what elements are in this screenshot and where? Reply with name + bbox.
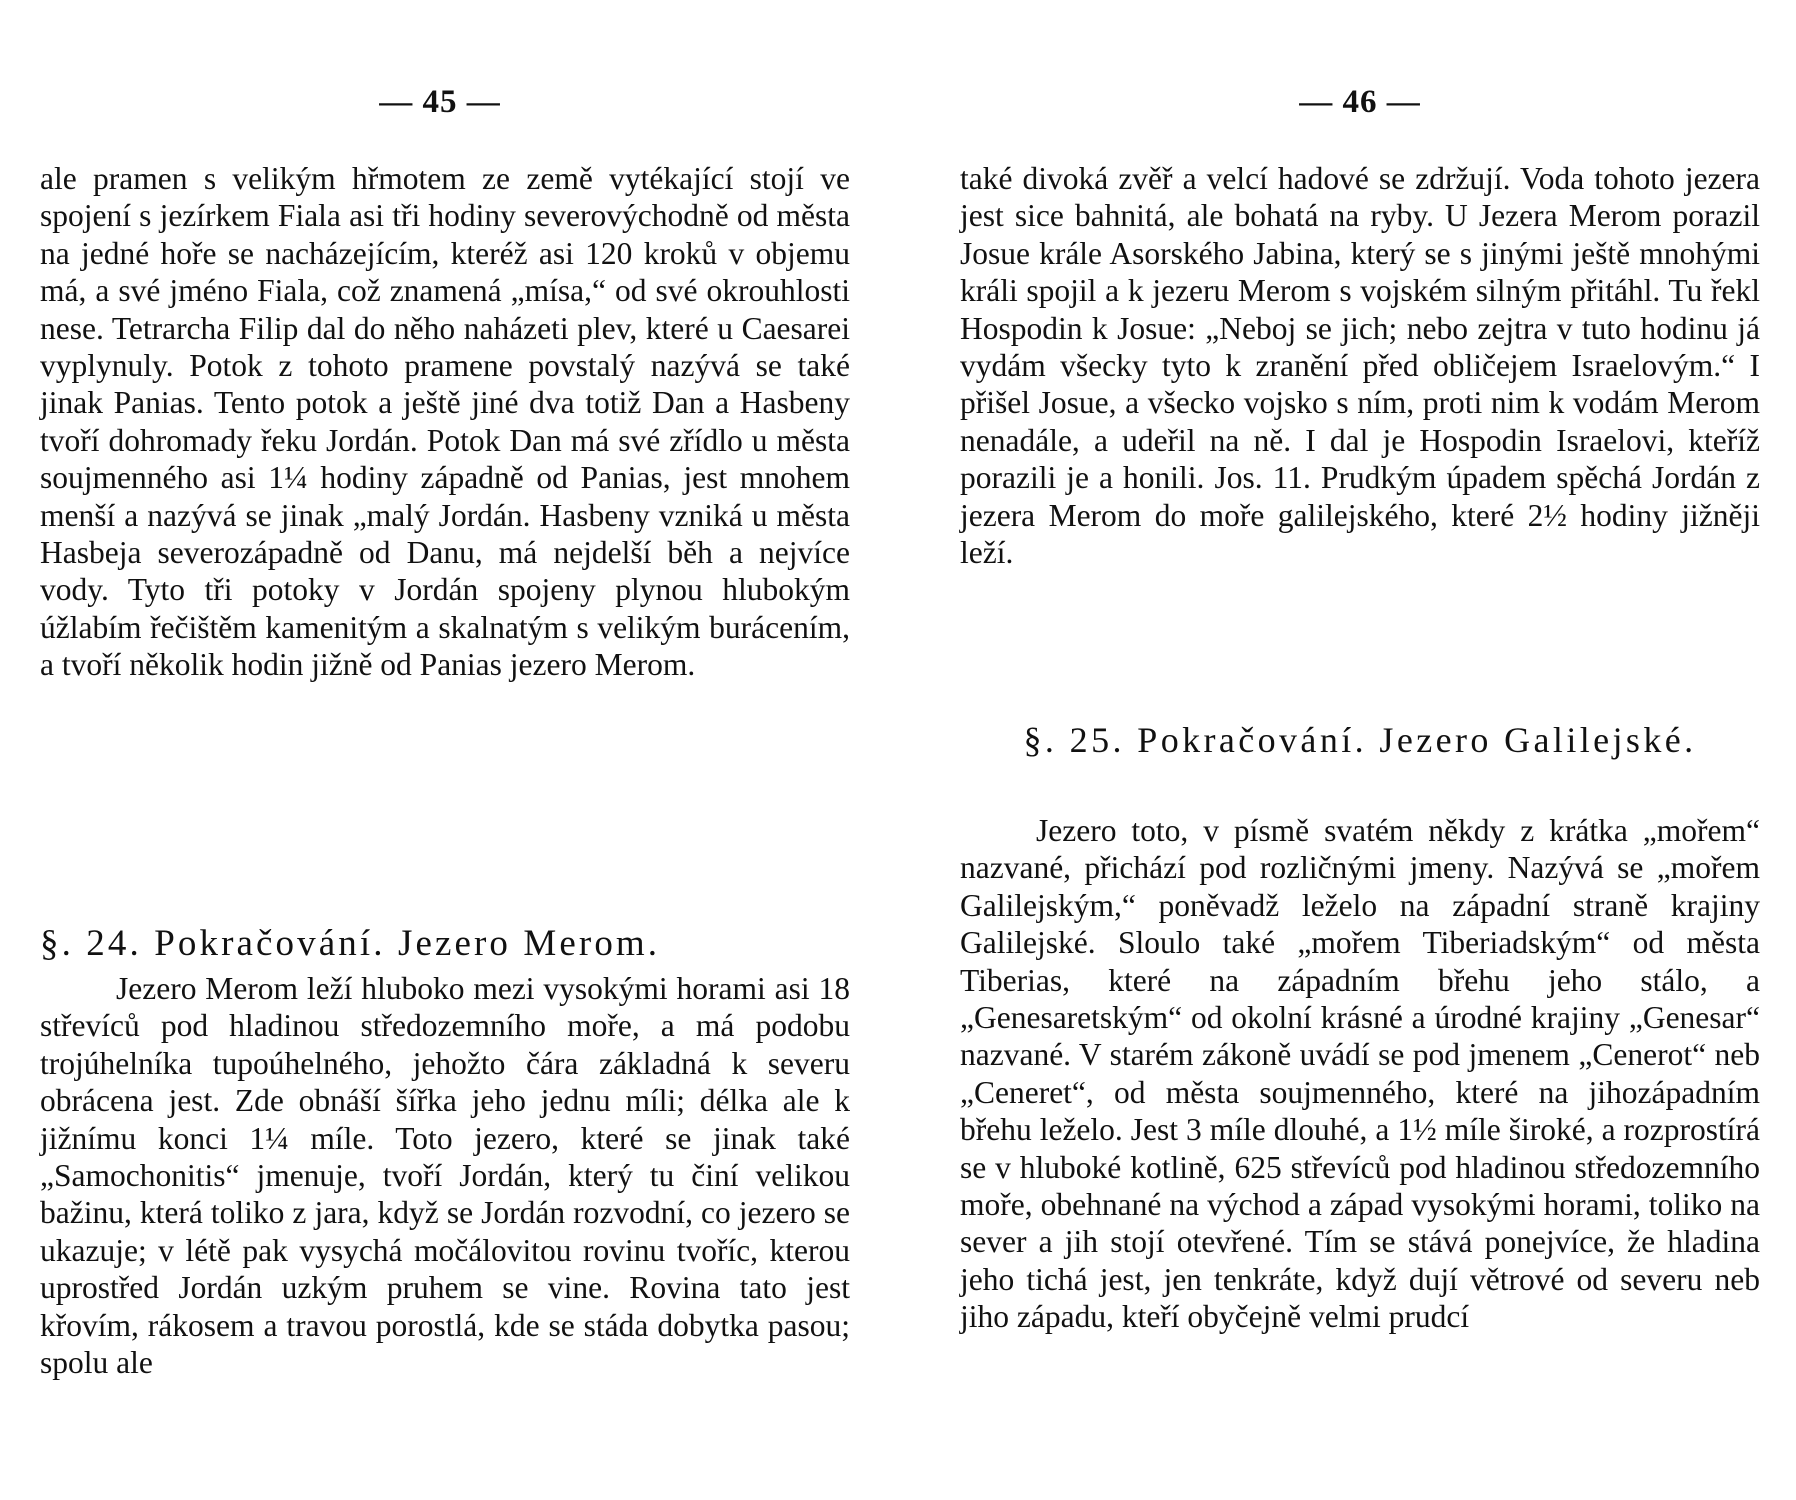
page-number-45: — 45 — xyxy=(379,84,501,120)
right-page xyxy=(960,0,1760,1500)
paragraph-jordan-sources: ale pramen s velikým hřmotem ze země vytékající stojí ve spojení s jezírkem Fiala asi tři hodiny severovýchodně od města na jedné hoře se nacházejícím, kteréž asi 120 kroků v objemu má, a své jméno Fiala, což znamená „mísa,“ od své okrouhlosti nese. Tetrarcha Filip dal do něho naházeti plev, které u Caesarei vyplynuly. Potok z tohoto pramene povstalý nazývá se také jinak Panias. Tento potok a ještě jiné dva totiž Dan a Hasbeny tvoří dohromady řeku Jordán. Potok Dan má své zřídlo u města soujmenného asi 1¼ hodiny západně od Panias, jest mnohem menší a nazývá se jinak „malý Jordán. Hasbeny vzniká u města Hasbeja severozápadně od Danu, má nejdelší běh a nejvíce vody. Tyto tři potoky v Jordán spojeny plynou hlubokým úžlabím řečištěm kamenitým a skalnatým s velikým burácením, a tvoří několik hodin jižně od Panias jezero Merom. xyxy=(40,161,850,683)
right-section-text xyxy=(960,812,1760,1336)
left-continuation-text xyxy=(40,160,850,684)
paragraph-merom-battle: také divoká zvěř a velcí hadové se zdržují. Voda tohoto jezera jest sice bahnitá, ale bohatá na ryby. U Jezera Merom porazil Josue krále Asorského Jabina, který se s jinými ještě mnohými králi spojil a k jezeru Merom s vojském silným přitáhl. Tu řekl Hospodin k Josue: „Neboj se jich; nebo zejtra v tuto hodinu já vydám všecky tyto k zranění před obličejem Israelovým.“ I přišel Josue, a všecko vojsko s ním, proti nim k vodám Merom nenadále, a udeřil na ně. I dal je Hospodin Israelovi, kteříž porazili je a honili. Jos. 11. Prudkým úpadem spěchá Jordán z jezera Merom do moře galilejského, které 2½ hodiny jižněji leží. xyxy=(960,161,1760,571)
left-page xyxy=(40,0,850,1500)
section-heading-25: §. 25. Pokračování. Jezero Galilejské. xyxy=(1023,719,1697,760)
paragraph-lake-merom: Jezero Merom leží hluboko mezi vysokými horami asi 18 střevíců pod hladinou středozemního moře, a má podobu trojúhelníka tupoúhelného, jehožto čára základná k severu obrácena jest. Zde obnáší šířka jeho jednu míli; délka ale k jižnímu konci 1¼ míle. Toto jezero, které se jinak také „Samochonitis“ jmenuje, tvoří Jordán, který tu činí velikou bažinu, která toliko z jara, když se Jordán rozvodní, co jezero se ukazuje; v létě pak vysychá močálovitou rovinu tvoříc, kterou uprostřed Jordán uzkým pruhem se vine. Rovina tato jest křovím, rákosem a travou porostlá, kde se stáda dobytka pasou; spolu ale xyxy=(40,971,850,1381)
section-heading-24: §. 24. Pokračování. Jezero Merom. xyxy=(40,922,661,964)
right-continuation-text xyxy=(960,160,1760,571)
page-number-46: — 46 — xyxy=(1299,84,1421,120)
left-section-text xyxy=(40,970,850,1381)
paragraph-lake-galilee: Jezero toto, v písmě svatém někdy z krátka „mořem“ nazvané, přichází pod rozličnými jmeny. Nazývá se „mořem Galilejským,“ poněvadž leželo na západní straně krajiny Galilejské. Sloulo také „mořem Tiberiadským“ od města Tiberias, které na západním břehu jeho stálo, a „Genesaretským“ od okolní krásné a úrodné krajiny „Genesar“ nazvané. V starém zákoně uvádí se pod jmenem „Cenerot“ neb „Ceneret“, od města soujmenného, které na jihozápadním břehu leželo. Jest 3 míle dlouhé, a 1½ míle široké, a rozprostírá se v hluboké kotlině, 625 střevíců pod hladinou středozemního moře, obehnané na východ a západ vysokými horami, toliko na sever a jih stojí otevřené. Tím se stává ponejvíce, že hladina jeho tichá jest, jen tenkráte, když dují větrové od severu neb jiho západu, kteří obyčejně velmi prudcí xyxy=(960,813,1760,1335)
